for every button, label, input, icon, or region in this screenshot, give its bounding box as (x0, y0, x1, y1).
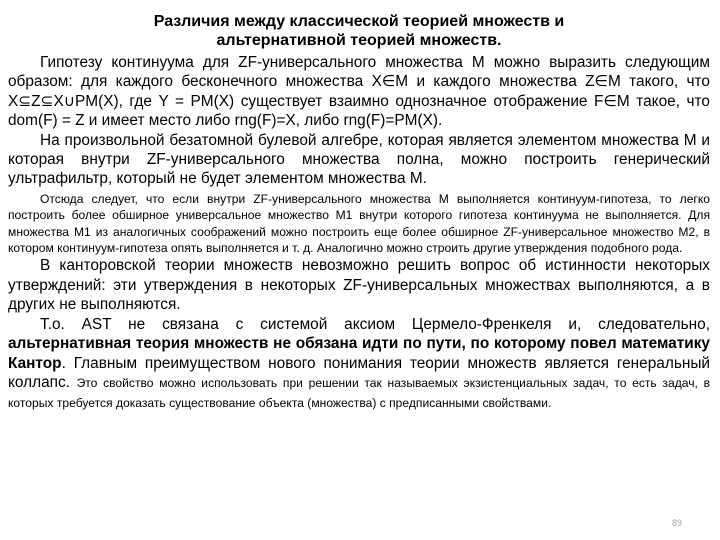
paragraph-cantor-theory: В канторовской теории множеств невозможно решить вопрос об истинности некоторых утверждений: эти утверждения в некоторых ZF‑универсальных множествах выполняются, а в других не выполняются. (8, 257, 710, 314)
slide-title (8, 12, 710, 50)
conclusion-bold-statement: альтернативная теория множеств не обязана идти по пути, по которому повел математику Кантор (8, 335, 710, 372)
paragraph-conclusion (8, 315, 710, 414)
conclusion-text-1: Т.о. AST не связана с системой аксиом Цермело‑Френкеля и, следовательно, (40, 315, 710, 333)
paragraph-boolean-algebra: На произвольной безатомной булевой алгебре, которая является элементом множества M и которая внутри ZF‑универсального множества полна, можно построить генерический ультрафильтр, который не будет элементом множества M. (8, 131, 710, 188)
conclusion-text-2: . Главным преимуществом нового понимания теории множеств является генеральный коллапс. (8, 354, 710, 391)
title-line-2: альтернативной теорией множеств. (216, 32, 502, 49)
title-line-1: Различия между классической теорией множеств и (153, 13, 565, 30)
page-number: 89 (671, 518, 682, 528)
paragraph-continuum-hypothesis: Гипотезу континуума для ZF‑универсального множества M можно выразить следующим образом: для каждого бесконечного множества X∈M и каждого множества Z∈M такого, что X⊆Z⊆X∪PM(X), где Y = PM(X) существует взаимно однозначное отображение F∈M такое, что dom(F) = Z и имеет место либо rng(F)=X, либо rng(F)=PM(X). (8, 54, 710, 130)
paragraph-consequence: Отсюда следует, что если внутри ZF‑универсального множества M выполняется континуум‑гипотеза, то легко построить более обширное универсальное множество M1 внутри которого гипотеза континуума не выполняется. Для множества M1 из аналогичных соображений можно построить еще более обширное ZF‑универсальное множество M2, в котором континуум‑гипотеза опять выполняется и т. д. Аналогично можно строить другие утверждения подобного рода. (8, 191, 710, 256)
conclusion-small-text: Это свойство можно использовать при решении так называемых экзистенциальных задач, то есть задач, в которых требуется доказать существование объекта (множества) с предписанными свойствами. (8, 375, 710, 411)
